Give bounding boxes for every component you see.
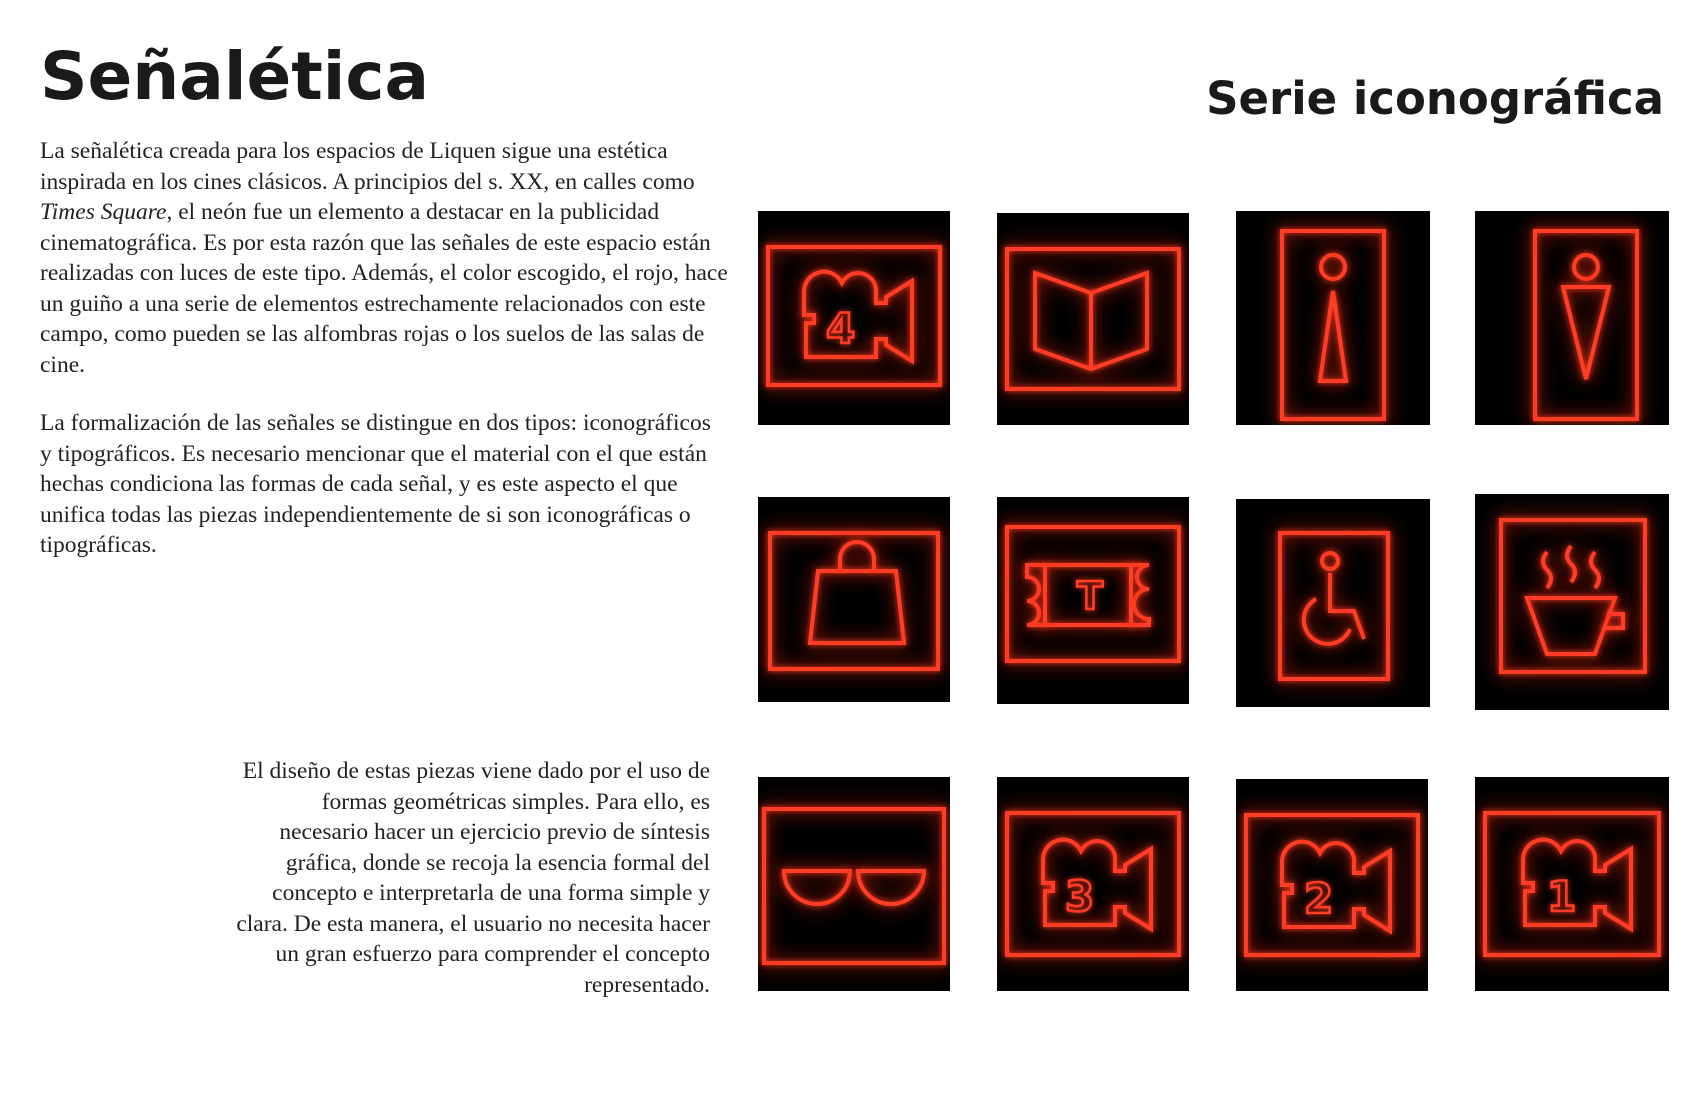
open-book-icon xyxy=(997,213,1189,425)
movie-camera-icon xyxy=(997,777,1189,991)
movie-camera-icon xyxy=(758,211,950,425)
design-paragraph: El diseño de estas piezas viene dado por el uso de formas geométricas simples. Para ello, es necesario hacer un ejercicio previo de síntesis gráfica, donde se recoja la esencia formal del concepto e interpretarla de una forma simple y clara. De esta manera, el usuario no necesita hacer un gran esfuerzo para comprender el concepto representado. xyxy=(236,758,710,998)
movie-camera-icon xyxy=(1236,779,1428,991)
intro-text-a: La señalética creada para los espacios de Liquen sigue una estética inspirada en los cines clásicos. A principios del s. XX, en calles como xyxy=(40,138,695,195)
sign-cinema-1 xyxy=(1475,777,1669,991)
sign-shop xyxy=(758,497,950,702)
sign-accessibility xyxy=(1236,499,1430,707)
sign-library xyxy=(997,213,1189,425)
ticket-icon xyxy=(997,497,1189,704)
sign-cafe xyxy=(1475,494,1669,710)
formalization-paragraph: La formalización de las señales se distingue en dos tipos: iconográficos y tipográficos. Es necesario mencionar que el material con el que están hechas condiciona las formas de cada señal, y es este aspecto el que unifica todas las piezas independientemente de si son iconográficas o tipográficas. xyxy=(40,410,711,558)
sign-number: 2 xyxy=(1304,874,1334,923)
sign-3d-screening xyxy=(758,777,950,991)
sign-number: 4 xyxy=(826,304,856,353)
man-restroom-icon xyxy=(1236,211,1430,425)
sign-cinema-2 xyxy=(1236,779,1428,991)
sign-cinema-4 xyxy=(758,211,950,425)
woman-restroom-icon xyxy=(1475,211,1669,425)
sign-restroom-men xyxy=(1236,211,1430,425)
section-subtitle: Serie iconográfica xyxy=(1206,72,1664,125)
sign-cinema-3 xyxy=(997,777,1189,991)
page-title: Señalética xyxy=(40,38,430,115)
sign-letter: T xyxy=(1077,574,1103,618)
intro-paragraph xyxy=(40,136,740,380)
movie-camera-icon xyxy=(1475,777,1669,991)
coffee-cup-icon xyxy=(1475,494,1669,710)
intro-text-b: , el neón fue un elemento a destacar en la publicidad cinematográfica. Es por esta razón que las señales de este espacio están realizadas con luces de este tipo. Además, el color escogido, el rojo, hace un guiño a una serie de elementos estrechamente relacionados con este campo, como pueden se las alfombras rojas o los suelos de las salas de cine. xyxy=(40,199,728,378)
intro-text-italic: Times Square xyxy=(40,199,167,225)
3d-glasses-icon xyxy=(758,777,950,991)
sign-number: 1 xyxy=(1547,872,1577,921)
sign-number: 3 xyxy=(1065,872,1095,921)
sign-ticket-office xyxy=(997,497,1189,704)
wheelchair-icon xyxy=(1236,499,1430,707)
sign-restroom-women xyxy=(1475,211,1669,425)
shopping-bag-icon xyxy=(758,497,950,702)
